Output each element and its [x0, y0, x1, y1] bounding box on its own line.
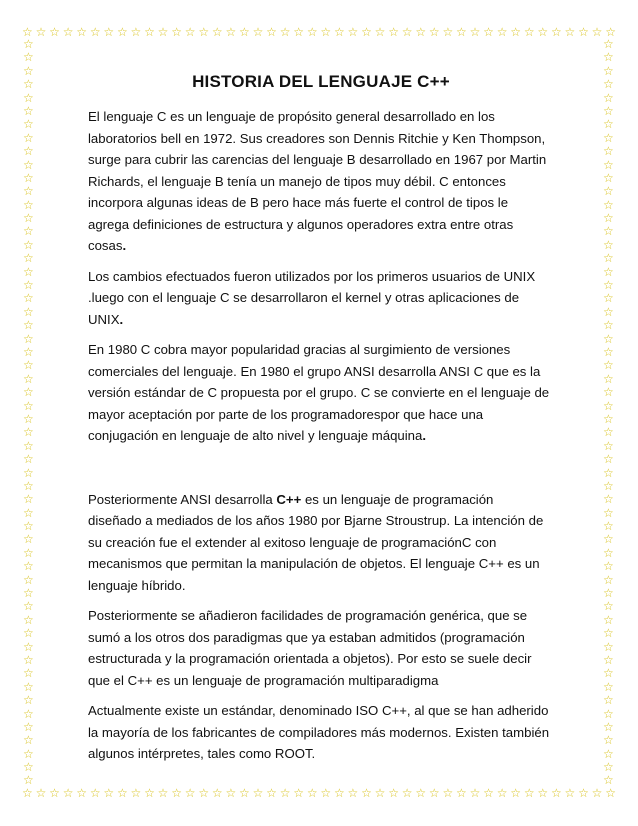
- star-icon: ☆: [456, 25, 467, 39]
- star-icon: ☆: [23, 358, 34, 373]
- star-icon: ☆: [401, 25, 413, 39]
- star-icon: ☆: [23, 278, 34, 293]
- star-icon: ☆: [23, 170, 34, 185]
- star-border-right: [603, 38, 614, 787]
- star-icon: ☆: [293, 786, 305, 800]
- bold-text: .: [422, 428, 427, 443]
- star-icon: ☆: [603, 425, 614, 440]
- star-icon: ☆: [415, 786, 427, 800]
- star-icon: ☆: [279, 25, 291, 39]
- paragraph: [88, 489, 550, 597]
- star-icon: ☆: [550, 25, 562, 39]
- star-icon: ☆: [603, 358, 614, 373]
- star-icon: ☆: [603, 117, 614, 132]
- star-icon: ☆: [198, 25, 210, 39]
- star-icon: ☆: [603, 706, 614, 721]
- star-icon: ☆: [23, 505, 34, 520]
- star-icon: ☆: [23, 438, 34, 453]
- paragraph-text: Posteriormente ANSI desarrolla: [88, 491, 277, 507]
- star-icon: ☆: [23, 291, 34, 306]
- star-icon: ☆: [103, 25, 115, 39]
- star-icon: ☆: [23, 532, 34, 547]
- star-icon: ☆: [23, 37, 34, 51]
- star-icon: ☆: [23, 679, 34, 694]
- star-icon: ☆: [320, 25, 332, 39]
- star-icon: ☆: [306, 25, 318, 39]
- star-icon: ☆: [23, 211, 34, 226]
- star-icon: ☆: [23, 144, 34, 159]
- star-icon: ☆: [603, 639, 614, 654]
- star-icon: ☆: [103, 786, 115, 800]
- star-icon: ☆: [603, 77, 614, 92]
- star-icon: ☆: [89, 786, 101, 800]
- star-icon: ☆: [23, 197, 34, 212]
- star-icon: ☆: [23, 184, 34, 199]
- star-icon: ☆: [603, 438, 614, 453]
- star-icon: ☆: [603, 318, 614, 333]
- star-icon: ☆: [23, 612, 34, 627]
- star-icon: ☆: [252, 786, 264, 800]
- star-icon: ☆: [603, 612, 614, 627]
- star-icon: ☆: [603, 371, 614, 386]
- star-icon: ☆: [603, 505, 614, 520]
- star-icon: ☆: [603, 760, 614, 775]
- star-icon: ☆: [23, 626, 34, 641]
- star-icon: ☆: [456, 786, 467, 800]
- star-icon: ☆: [578, 25, 589, 39]
- star-icon: ☆: [428, 25, 440, 39]
- star-icon: ☆: [76, 25, 88, 39]
- star-icon: ☆: [374, 25, 386, 39]
- star-icon: ☆: [23, 224, 34, 239]
- star-icon: ☆: [361, 786, 372, 800]
- star-icon: ☆: [130, 786, 142, 800]
- star-icon: ☆: [388, 25, 399, 39]
- star-icon: ☆: [603, 626, 614, 641]
- star-icon: ☆: [62, 25, 74, 39]
- star-icon: ☆: [603, 733, 614, 748]
- star-icon: ☆: [211, 25, 223, 39]
- star-border-top: [22, 26, 616, 38]
- document-title: HISTORIA DEL LENGUAJE C++: [192, 72, 450, 91]
- star-icon: ☆: [23, 117, 34, 132]
- star-icon: ☆: [603, 90, 614, 105]
- star-icon: ☆: [603, 559, 614, 574]
- paragraph: [88, 106, 550, 257]
- star-icon: ☆: [603, 693, 614, 708]
- star-icon: ☆: [225, 786, 237, 800]
- star-icon: ☆: [442, 786, 454, 800]
- star-icon: ☆: [603, 746, 614, 761]
- paragraph: [88, 605, 550, 691]
- star-icon: ☆: [603, 545, 614, 560]
- star-icon: ☆: [483, 25, 494, 39]
- star-icon: ☆: [239, 25, 250, 39]
- star-icon: ☆: [550, 786, 562, 800]
- star-icon: ☆: [23, 331, 34, 346]
- star-icon: ☆: [22, 25, 33, 39]
- star-icon: ☆: [23, 760, 34, 775]
- star-icon: ☆: [23, 411, 34, 426]
- star-icon: ☆: [537, 786, 549, 800]
- star-icon: ☆: [537, 25, 549, 39]
- bold-text: .: [122, 238, 127, 253]
- star-icon: ☆: [23, 492, 34, 507]
- star-icon: ☆: [603, 278, 614, 293]
- star-icon: ☆: [361, 25, 372, 39]
- star-icon: ☆: [603, 519, 614, 534]
- star-icon: ☆: [293, 25, 305, 39]
- star-icon: ☆: [523, 25, 535, 39]
- star-icon: ☆: [144, 25, 155, 39]
- star-icon: ☆: [171, 786, 182, 800]
- star-icon: ☆: [347, 25, 359, 39]
- star-icon: ☆: [23, 719, 34, 734]
- star-icon: ☆: [23, 371, 34, 386]
- star-icon: ☆: [591, 786, 603, 800]
- star-icon: ☆: [62, 786, 74, 800]
- star-icon: ☆: [157, 786, 169, 800]
- star-icon: ☆: [603, 492, 614, 507]
- star-icon: ☆: [603, 251, 614, 266]
- star-icon: ☆: [603, 398, 614, 413]
- star-icon: ☆: [23, 251, 34, 266]
- star-icon: ☆: [603, 652, 614, 667]
- star-icon: ☆: [239, 786, 250, 800]
- star-icon: ☆: [591, 25, 603, 39]
- star-icon: ☆: [603, 170, 614, 185]
- star-icon: ☆: [603, 291, 614, 306]
- star-icon: ☆: [23, 465, 34, 480]
- star-icon: ☆: [266, 25, 277, 39]
- star-icon: ☆: [415, 25, 427, 39]
- star-icon: ☆: [496, 25, 508, 39]
- star-icon: ☆: [23, 425, 34, 440]
- star-icon: ☆: [510, 786, 522, 800]
- star-icon: ☆: [603, 331, 614, 346]
- star-icon: ☆: [198, 786, 210, 800]
- star-icon: ☆: [603, 666, 614, 681]
- star-icon: ☆: [603, 465, 614, 480]
- star-border-bottom: [22, 787, 616, 799]
- paragraph-text: es un lenguaje de programación diseñado a mediados de los años 1980 por Bjarne Stroustrup. La intención de su creación fue el extender al exitoso lenguaje de programaciónC con mecanismos que permitan la manipulación de objetos. El lenguaje C++ es un lenguaje híbrido.: [88, 491, 544, 593]
- star-icon: ☆: [603, 599, 614, 614]
- star-icon: ☆: [333, 25, 345, 39]
- star-icon: ☆: [23, 130, 34, 145]
- star-icon: ☆: [49, 25, 60, 39]
- star-icon: ☆: [76, 786, 88, 800]
- star-icon: ☆: [116, 786, 128, 800]
- paragraph-text: Actualmente existe un estándar, denominado ISO C++, al que se han adherido la mayoría de los fabricantes de compiladores más modernos. Existen también algunos intérpretes, tales como ROOT.: [88, 703, 550, 761]
- star-icon: ☆: [388, 786, 399, 800]
- star-icon: ☆: [483, 786, 494, 800]
- star-icon: ☆: [603, 63, 614, 78]
- document-body: [88, 72, 550, 774]
- star-icon: ☆: [130, 25, 142, 39]
- star-icon: ☆: [603, 344, 614, 359]
- star-icon: ☆: [252, 25, 264, 39]
- star-icon: ☆: [23, 706, 34, 721]
- star-icon: ☆: [603, 103, 614, 118]
- star-icon: ☆: [23, 545, 34, 560]
- star-icon: ☆: [603, 157, 614, 172]
- star-icon: ☆: [603, 586, 614, 601]
- star-icon: ☆: [23, 599, 34, 614]
- star-icon: ☆: [23, 63, 34, 78]
- star-icon: ☆: [603, 478, 614, 493]
- star-icon: ☆: [116, 25, 128, 39]
- star-icon: ☆: [23, 90, 34, 105]
- bold-text: .: [119, 311, 124, 327]
- star-icon: ☆: [23, 572, 34, 587]
- star-icon: ☆: [605, 25, 616, 39]
- paragraph-list: [88, 106, 550, 765]
- paragraph-text: Los cambios efectuados fueron utilizados por los primeros usuarios de UNIX .luego con el lenguaje C se desarrollaron el kernel y otras aplicaciones de UNIX: [88, 268, 536, 327]
- star-icon: ☆: [23, 398, 34, 413]
- star-icon: ☆: [603, 385, 614, 400]
- star-icon: ☆: [225, 25, 237, 39]
- star-icon: ☆: [605, 786, 616, 800]
- star-icon: ☆: [144, 786, 155, 800]
- star-icon: ☆: [23, 666, 34, 681]
- star-icon: ☆: [23, 773, 34, 788]
- star-icon: ☆: [564, 25, 576, 39]
- star-icon: ☆: [89, 25, 101, 39]
- paragraph: [88, 266, 550, 331]
- star-icon: ☆: [603, 237, 614, 252]
- star-icon: ☆: [374, 786, 386, 800]
- star-icon: ☆: [266, 786, 277, 800]
- star-icon: ☆: [171, 25, 182, 39]
- star-icon: ☆: [23, 559, 34, 574]
- paragraph: [88, 339, 550, 447]
- star-icon: ☆: [347, 786, 359, 800]
- star-icon: ☆: [35, 25, 47, 39]
- star-icon: ☆: [23, 639, 34, 654]
- star-icon: ☆: [603, 304, 614, 319]
- star-icon: ☆: [510, 25, 522, 39]
- star-icon: ☆: [23, 103, 34, 118]
- paragraph-text: El lenguaje C es un lenguaje de propósito general desarrollado en los laboratorios bell en 1972. Sus creadores son Dennis Ritchie y Ken Thompson, surge para cubrir las carencias del lenguaje B desarrollado en 1967 por Martin Richards, el lenguaje B tenía un manejo de tipos muy débil. C entonces incorpora algunas ideas de B pero hace más fuerte el control de tipos le agrega definiciones de estructura y algunos operadores extra entre otras cosas: [88, 109, 547, 253]
- star-icon: ☆: [469, 786, 481, 800]
- star-icon: ☆: [333, 786, 345, 800]
- star-icon: ☆: [469, 25, 481, 39]
- star-icon: ☆: [603, 572, 614, 587]
- star-icon: ☆: [564, 786, 576, 800]
- star-icon: ☆: [23, 519, 34, 534]
- star-icon: ☆: [603, 130, 614, 145]
- star-icon: ☆: [306, 786, 318, 800]
- star-icon: ☆: [603, 211, 614, 226]
- star-icon: ☆: [23, 77, 34, 92]
- star-icon: ☆: [23, 157, 34, 172]
- star-icon: ☆: [603, 773, 614, 788]
- star-icon: ☆: [603, 532, 614, 547]
- star-icon: ☆: [603, 37, 614, 51]
- star-icon: ☆: [23, 344, 34, 359]
- star-icon: ☆: [23, 478, 34, 493]
- star-icon: ☆: [35, 786, 47, 800]
- star-icon: ☆: [603, 184, 614, 199]
- star-icon: ☆: [523, 786, 535, 800]
- paragraph-text: En 1980 C cobra mayor popularidad gracias al surgimiento de versiones comerciales del lenguaje. En 1980 el grupo ANSI desarrolla ANSI C que es la versión estándar de C propuesta por el grupo. C se convierte en el lenguaje de mayor aceptación por parte de los programadorespor que hace una conjugación en lenguaje de alto nivel y lenguaje máquina: [88, 342, 550, 443]
- star-border-left: [23, 38, 34, 787]
- star-icon: ☆: [442, 25, 454, 39]
- star-icon: ☆: [49, 786, 60, 800]
- star-icon: ☆: [320, 786, 332, 800]
- star-icon: ☆: [23, 652, 34, 667]
- star-icon: ☆: [23, 50, 34, 65]
- star-icon: ☆: [603, 50, 614, 65]
- star-icon: ☆: [23, 304, 34, 319]
- star-icon: ☆: [23, 746, 34, 761]
- star-icon: ☆: [23, 237, 34, 252]
- star-icon: ☆: [211, 786, 223, 800]
- star-icon: ☆: [603, 264, 614, 279]
- star-icon: ☆: [23, 693, 34, 708]
- star-icon: ☆: [603, 224, 614, 239]
- star-icon: ☆: [578, 786, 589, 800]
- star-icon: ☆: [157, 25, 169, 39]
- star-icon: ☆: [401, 786, 413, 800]
- paragraph: [88, 700, 550, 765]
- star-icon: ☆: [22, 786, 33, 800]
- star-icon: ☆: [603, 197, 614, 212]
- star-icon: ☆: [279, 786, 291, 800]
- star-icon: ☆: [23, 318, 34, 333]
- paragraph-text: Posteriormente se añadieron facilidades de programación genérica, que se sumó a los otros dos paradigmas que ya estaban admitidos (programación estructurada y la programación orientada a objetos). Por esto se suele decir que el C++ es un lenguaje de programación multiparadigma: [88, 608, 532, 688]
- bold-text: C++: [276, 491, 302, 507]
- star-icon: ☆: [184, 786, 196, 800]
- star-icon: ☆: [23, 264, 34, 279]
- star-icon: ☆: [603, 144, 614, 159]
- star-icon: ☆: [603, 679, 614, 694]
- star-icon: ☆: [23, 733, 34, 748]
- star-icon: ☆: [496, 786, 508, 800]
- star-icon: ☆: [23, 452, 34, 467]
- star-icon: ☆: [603, 411, 614, 426]
- star-icon: ☆: [23, 586, 34, 601]
- star-icon: ☆: [603, 719, 614, 734]
- star-icon: ☆: [184, 25, 196, 39]
- star-icon: ☆: [603, 452, 614, 467]
- star-icon: ☆: [23, 385, 34, 400]
- star-icon: ☆: [428, 786, 440, 800]
